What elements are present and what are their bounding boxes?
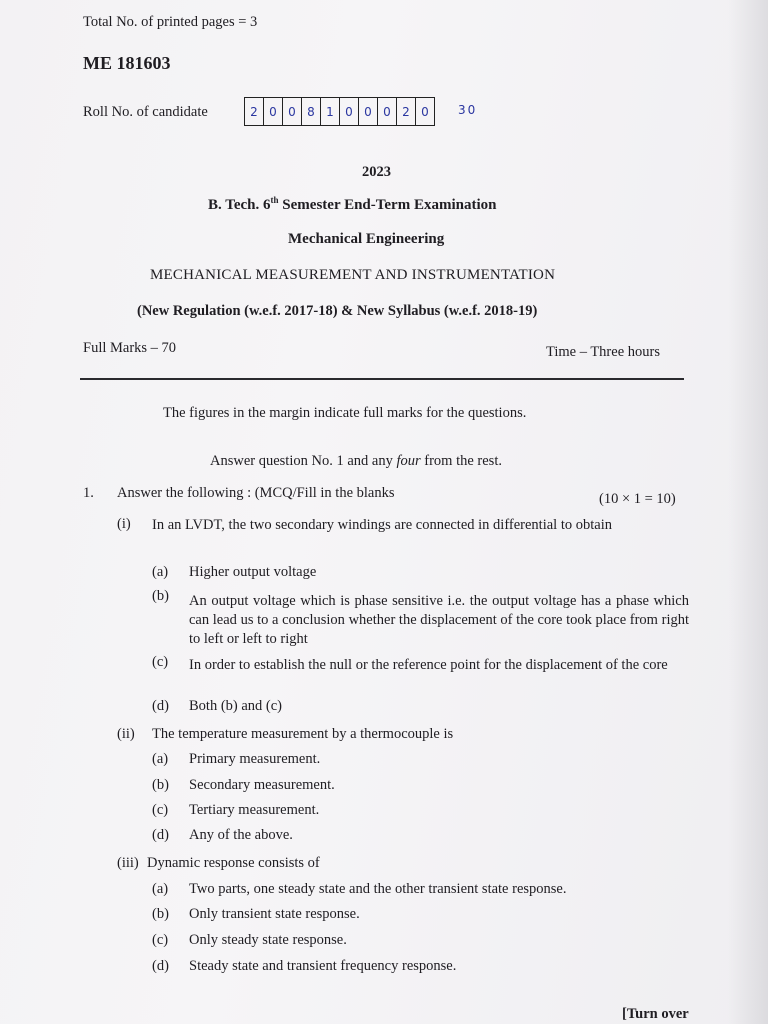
exam-title [208, 195, 496, 214]
question-marks: (10 × 1 = 10) [599, 491, 676, 507]
subquestion-number: (iii) [117, 855, 139, 871]
option-text: Only steady state response. [189, 932, 347, 948]
option-text: Any of the above. [189, 827, 293, 843]
instruction-answer-post: from the rest. [420, 453, 502, 469]
instruction-answer-emphasis: four [396, 453, 421, 469]
option-label: (d) [152, 827, 169, 843]
option-label: (c) [152, 654, 169, 670]
option-label: (d) [152, 958, 169, 974]
roll-digit-box: 0 [283, 97, 302, 126]
roll-digit-box: 0 [340, 97, 359, 126]
roll-number-extra: 30 [458, 103, 478, 117]
full-marks: Full Marks – 70 [83, 340, 177, 356]
roll-digit-box: 8 [302, 97, 321, 126]
option-label: (c) [152, 802, 169, 818]
printed-pages-line: Total No. of printed pages = 3 [83, 14, 258, 30]
branch-name: Mechanical Engineering [288, 231, 445, 247]
subquestion-number: (i) [117, 516, 131, 532]
option-text: Higher output voltage [189, 564, 317, 580]
option-label: (b) [152, 906, 169, 922]
option-label: (d) [152, 698, 169, 714]
question-text: Answer the following : (MCQ/Fill in the blanks [117, 485, 395, 501]
subquestion-text: Dynamic response consists of [147, 855, 320, 871]
roll-digit-box: 2 [245, 97, 264, 126]
subject-name: MECHANICAL MEASUREMENT AND INSTRUMENTATION [150, 267, 556, 283]
subquestion-text: The temperature measurement by a thermocouple is [152, 726, 454, 742]
roll-digit-box: 0 [264, 97, 283, 126]
subquestion-text: In an LVDT, the two secondary windings are connected in differential to obtain [152, 517, 612, 533]
roll-digit-box: 1 [321, 97, 340, 126]
option-label: (b) [152, 588, 169, 604]
roll-number-boxes [244, 97, 435, 126]
option-label: (a) [152, 881, 169, 897]
option-label: (b) [152, 777, 169, 793]
question-number: 1. [83, 485, 94, 501]
option-label: (a) [152, 564, 169, 580]
exam-title-prefix: B. Tech. 6 [208, 197, 271, 213]
option-text: An output voltage which is phase sensitive i.e. the output voltage has a phase which can lead us to a conclusion whether the displacement of the core took place from right to left or left to right [189, 593, 689, 647]
exam-title-sup: th [270, 195, 279, 205]
instruction-marks: The figures in the margin indicate full marks for the questions. [163, 405, 527, 421]
option-text: Tertiary measurement. [189, 802, 320, 818]
instruction-answer-pre: Answer question No. 1 and any [210, 453, 397, 469]
option-text: Secondary measurement. [189, 777, 335, 793]
option-text: Primary measurement. [189, 751, 321, 767]
turn-over-note: [Turn over [622, 1006, 689, 1022]
option-text: Only transient state response. [189, 906, 360, 922]
option-label: (c) [152, 932, 169, 948]
header-divider [80, 378, 684, 380]
option-label: (a) [152, 751, 169, 767]
roll-digit-box: 0 [378, 97, 397, 126]
roll-digit-box: 2 [397, 97, 416, 126]
regulation-line: (New Regulation (w.e.f. 2017-18) & New Syllabus (w.e.f. 2018-19) [137, 303, 538, 319]
roll-digit-box: 0 [416, 97, 435, 126]
subquestion-number: (ii) [117, 726, 135, 742]
option-text: Steady state and transient frequency response. [189, 958, 457, 974]
page-edge-shadow [728, 0, 768, 1024]
instruction-answer [210, 453, 502, 470]
option-text: In order to establish the null or the reference point for the displacement of the core [189, 657, 668, 673]
exam-duration: Time – Three hours [546, 344, 660, 360]
option-text: Both (b) and (c) [189, 698, 283, 714]
roll-number-label: Roll No. of candidate [83, 104, 208, 120]
exam-title-suffix: Semester End-Term Examination [278, 197, 497, 213]
roll-digit-box: 0 [359, 97, 378, 126]
paper-code: ME 181603 [83, 53, 171, 73]
exam-year: 2023 [362, 164, 391, 180]
option-text: Two parts, one steady state and the other transient state response. [189, 881, 567, 897]
